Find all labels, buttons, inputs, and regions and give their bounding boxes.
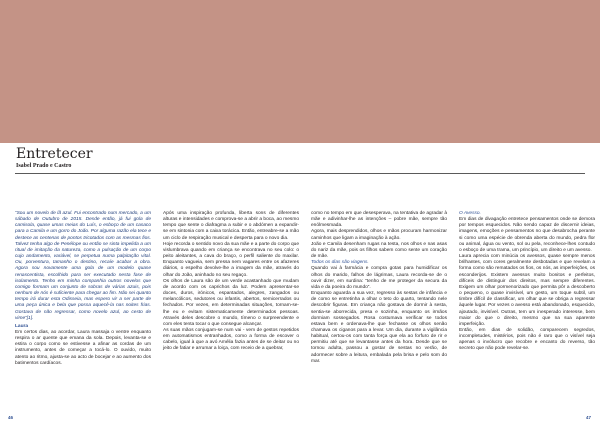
text-column-1	[15, 211, 151, 367]
article-title: Entretecer	[16, 146, 93, 162]
column-body: Após uma inspiração profunda, liberta sons de diferentes alturas e intensidades e comprova-se a abrir a boca, ao mesmo tempo que sente o diafragma a subir e o abdómen a expandir-se em sintonia com a caixa torácica. Então, entreabre-se a mão um ciclo de respiração musical e desperta para o novo dia. Hoje recorda o sentido novo da sua mãe e a parte do corpo que vislumbrava quando em criança se encontrava no seu colo: o peito aleitantes, a cava do braço, o perfil saliente do maxilar. Enquanto vagueia, sem pressa nem vagares entre os afazeres diários, o espelho devolve-lhe a imagem da mãe, através do olhar do João, aninhado no seu regaço. Os olhos de Laura são de um verde acastanhado que mudam de acordo com os caprichos da luz. Podem apresentar-se doces, duros, irónicos, espantados, alegres, zangados ou melancólicos, sedutores ou infantis, abertos, semicerrados ou fechados. Por vezes, em determinadas situações, tornam-se-lhe eu e evitam sistematicamente determinados pessoas. Através deles descobre o mundo, tímeno o surpreendente e com eles tenta tocar o que consegue alcançar. As suas mãos conjugam-se num vai - vem de gestos repetidos em automatismos entranhados, como a forma de escover o cabelo, igual à que a avó Amélia fazia antes de se deitar ou no jeito de fatiar e arrumar a loiça, com receio de a quebrar,	[163, 211, 300, 352]
section-intertitle: O Avesso.	[459, 211, 481, 216]
section-subhead: Laura	[15, 323, 29, 329]
text-column-3	[311, 211, 447, 365]
section-intertitle: Todos os dias são viagens.	[311, 260, 369, 266]
opening-quote: “Sou um novelo de lã azul. Fui encontrado num mercado, a um sábado de Outubro de 2015. Desde então, já fui gola de camisola, quase umas meias do Luís, o esboço de um casaco para a Camila e um gorro do João. Por alguma razão ela tece e destece as centenas de pontos tricotados com as mesmas fios. Talvez tenha algo de Penélope ou então se sinta impelida a um ritual de imitação da natureza, como a pulsação de um corpo cujo andamento, variável, se perpetua numa palpitação vital. Ou, porventura, tamanho o destino, recaíe acabar a obra. Agora sou novamente uma gola de um modelo quase renascentista, escolhido para ser executado nesta fase de isolamento. Tenho em minha companhia outros novelos que comigo formam um conjunto de sobras de várias azuis, pois nenhum de nós é suficiente para chegar ao fim. Não sei quanto tempo irá durar esta Odisseia, mas espero vir a ser parte de uma peça única e bela que possa aquecê-la nas noites frias. Gostava de não regressar, como novelo azul, ao cesto de vime”[1].	[15, 211, 151, 321]
column-body: Em certos dias, ao acordar, Laura massaja o ventre enquanto respira o ar quente que emana da sola. Depois, levanta-se e estira o corpo como se estivesse a afinar as cordas de um instrumento, antes de começar a tocá-lo. O ouvido, muito atento ao ritmo, ajusta-se ao acto de bocejar e ao aumento dos batimentos cardíacos.	[15, 329, 151, 366]
text-column-2	[163, 211, 299, 353]
text-column-4	[459, 211, 595, 353]
header-photo	[0, 0, 600, 143]
column-body-continued: Quando vai à farmácia e compra gotas para humidificar os olhos do marido, falhos de lágrimas, Laura recorda-se de o ouvir dizer, em surdina: “tenho de me proteger da secura da vida e da poeira do mundo”. Enquanto aguarda a sua vez, regresso às sestas de infância e de como se entretinha a olhar o teto do quarto, tentando nele descobrir figuras. Em criança não gostava de dormir à sesta, sentia-se aborrecida, presa e sozinha, enquanto os irmãos dormiam sossegados. Rosa costumava verificar se todos estava bem e ordenava-lhe que fechasse os olhos senão chamava os ciganos para a levar. Um dia, durante a vigilância habitual, certou-os com tanta força que ela ao forfuro de rir e permitiu até que se levantasse antes da hora. Desde que se tornou adulta, passou a gostar de sestas no verão, de adormecer sobre a leitura, embalada pela brisa e pelo som do mar.	[311, 266, 447, 364]
title-divider	[15, 173, 585, 174]
page-number-right: 47	[586, 415, 592, 420]
article-byline: Isabel Prado e Castro	[16, 163, 72, 169]
page-number-left: 46	[8, 415, 14, 420]
column-body: como no tempo em que desesperava, na tentativa de agradar à mãe e adivinhar-lhe as intenções – pobre mãe, sempre tão enólmesmada. Agora, mais desprendidos, olhos e mãos procuram harmonizar caminhos que ligam a imaginação à ação. João e Camila desenham rugas na testa, nos olhos e nas asas do nariz da mãe, pois os filhos sabem como sente um coração de mãe.	[311, 211, 447, 260]
column-body: Em dias de divagação entretece pensamentos onde se demora por tempos esquecidos. Não sendo capaz de discernir ideias, imagens, emoções e pensamentos no que desabrocha perante si como uma espécie de obrenda aberta do mundo, pedra flor ou animal, água ou vento, sol ou pela, reconhece-lhes contudo o esboço de uma trama, um princípio, um direito e um avesso. Laura aprecia com minúcia os avessos, quase sempre menos brilhantes, com cores geralmente desbotadas e que revelam a forma como são rematados os fios, os nós, as imperfeições, os esconderijos. Existem avessos muito bonitos e perfeitos, difíceis de distinguir dos direitos, mas sempre diferentes. Exigem um olhar pormenorizado que permita pôr a descoberto o pequeno, o quase invisível, um gesto, um toque subtil, um timbre difícil de classificar, um olhar que se obriga a regressar àquele lugar. Por vezes o avesso está abandonado, esquecido, ajoutado, invisível. Outras, tem um inesperado interesse, bem maior do que o direito, mesmo que na sua aparente imperfeição. Então, em dias de solidão, comparecem segredos, incompletudes, mistérios, pois não é raro que o visível seja apenas o invólucro que recobre e encanto do reverso, tão secreto que não pode revelar-se.	[459, 217, 595, 352]
